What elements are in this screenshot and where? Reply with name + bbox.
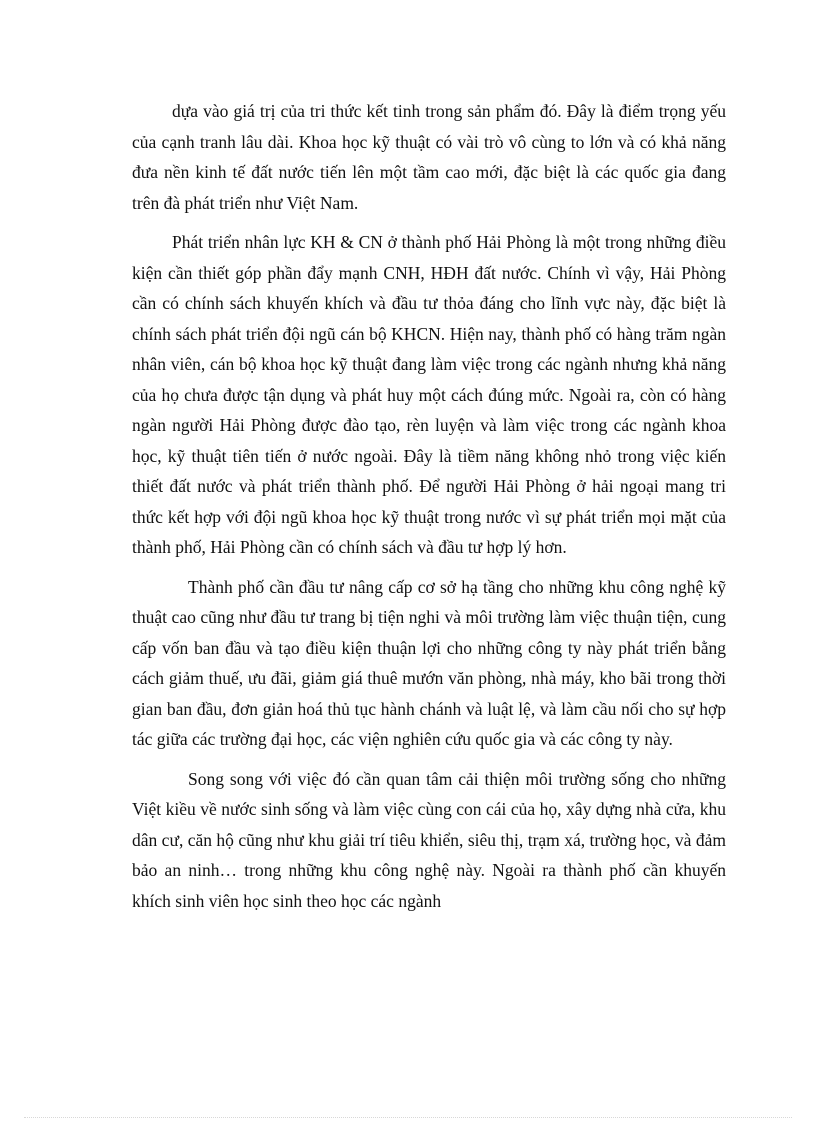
paragraph-1: dựa vào giá trị của tri thức kết tinh trong sản phẩm đó. Đây là điểm trọng yếu của cạnh tranh lâu dài. Khoa học kỹ thuật có vài trò vô cùng to lớn và có khả năng đưa nền kinh tế đất nước tiến lên một tầm cao mới, đặc biệt là các quốc gia đang trên đà phát triển như Việt Nam. [132, 101, 726, 213]
paragraph-4: Song song với việc đó cần quan tâm cải thiện môi trường sống cho những Việt kiều về nước sinh sống và làm việc cùng con cái của họ, xây dựng nhà cửa, khu dân cư, căn hộ cũng như khu giải trí tiêu khiển, siêu thị, trạm xá, trường học, và đảm bảo an ninh… trong những khu công nghệ này. Ngoài ra thành phố cần khuyến khích sinh viên học sinh theo học các ngành [132, 768, 726, 911]
paragraph-2: Phát triển nhân lực KH & CN ở thành phố Hải Phòng là một trong những điều kiện cần thiết góp phần đẩy mạnh CNH, HĐH đất nước. Chính vì vậy, Hải Phòng cần có chính sách khuyến khích và đầu tư thỏa đáng cho lĩnh vực này, đặc biệt là chính sách phát triển đội ngũ cán bộ KHCN. Hiện nay, thành phố có hàng trăm ngàn nhân viên, cán bộ khoa học kỹ thuật đang làm việc trong các ngành nhưng khả năng của họ chưa được tận dụng và phát huy một cách đúng mức. Ngoài ra, còn có hàng ngàn người Hải Phòng được đào tạo, rèn luyện và làm việc trong các ngành khoa học, kỹ thuật tiên tiến ở nước ngoài. Đây là tiềm năng không nhỏ trong việc kiến thiết đất nước và phát triển thành phố. Để người Hải Phòng ở hải ngoại mang tri thức kết hợp với đội ngũ khoa học kỹ thuật trong nước vì sự phát triển mọi mặt của thành phố, Hải Phòng cần có chính sách và đầu tư hợp lý hơn. [132, 232, 726, 557]
document-body [132, 96, 726, 925]
page-bottom-divider [24, 1117, 792, 1118]
paragraph-3: Thành phố cần đầu tư nâng cấp cơ sở hạ tầng cho những khu công nghệ kỹ thuật cao cũng như đầu tư trang bị tiện nghi và môi trường làm việc thuận tiện, cung cấp vốn ban đầu và tạo điều kiện thuận lợi cho những công ty này phát triển bằng cách giảm thuế, ưu đãi, giảm giá thuê mướn văn phòng, nhà máy, kho bãi trong thời gian ban đầu, đơn giản hoá thủ tục hành chánh và luật lệ, và làm cầu nối cho sự hợp tác giữa các trường đại học, các viện nghiên cứu quốc gia và các công ty này. [132, 576, 726, 749]
